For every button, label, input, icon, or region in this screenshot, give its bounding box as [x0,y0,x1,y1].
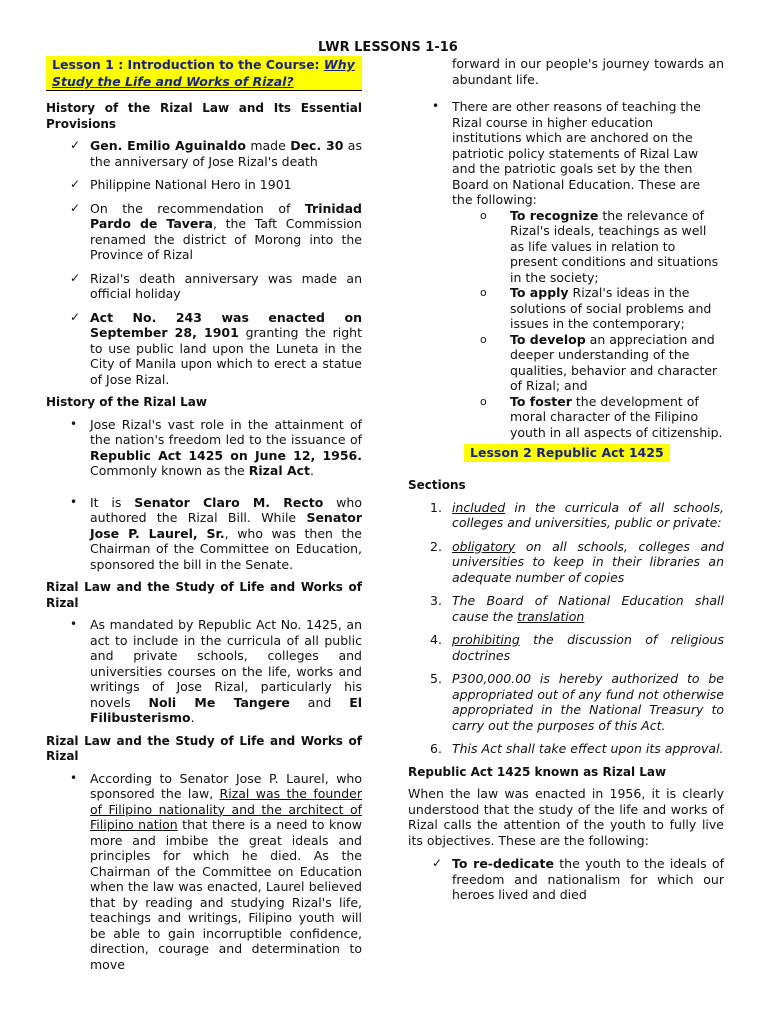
section-heading-history-provisions: History of the Rizal Law and Its Essential Provisions [46,101,362,131]
check-icon: ✓ [70,270,81,285]
bullet-icon: • [70,494,78,509]
sub-bullet-icon: o [480,208,487,222]
bullet-icon: • [70,770,78,785]
numbered-item: 3. The Board of National Education shall cause the translation [430,593,724,624]
sub-item: o To develop an appreciation and deeper understanding of the qualities, behavior and character of Rizal; and [480,331,718,393]
numbered-item: 4. prohibiting the discussion of religious doctrines [430,632,724,663]
numbered-item: 6. This Act shall take effect upon its approval. [430,741,724,756]
check-icon: ✓ [70,200,81,215]
section-heading-rizal-law-study: Rizal Law and the Study of Life and Works of Rizal [46,580,362,610]
check-item: ✓ On the recommendation of Trinidad Pardo de Tavera, the Taft Commission renamed the district of Morong into the Province of Rizal [70,200,362,262]
bullet-icon: • [70,416,78,431]
bullet-icon: • [70,617,78,631]
left-column [46,56,362,980]
check-icon: ✓ [70,177,81,191]
bullet-item: • There are other reasons of teaching the Rizal course in higher education institutions which are anchored on the patriotic policy statements of Rizal Law and the patriotic goals set by the then Board on National Education. These are the following: [432,99,701,207]
sub-bullet-icon: o [480,332,487,346]
lesson-1-heading [46,56,362,91]
rizal-law-heading: Republic Act 1425 known as Rizal Law [408,764,667,779]
numbered-item: 1. included in the curricula of all schools, colleges and universities, public or private: [430,499,724,530]
bullet-item: • It is Senator Claro M. Recto who authored the Rizal Bill. While Senator Jose P. Laurel, Sr., who was then the Chairman of the Committee on Education, sponsored the bill in the Senate. [70,494,362,572]
check-item: ✓ Gen. Emilio Aguinaldo made Dec. 30 as the anniversary of Jose Rizal's death [70,138,362,169]
rizal-law-paragraph: When the law was enacted in 1956, it is clearly understood that the study of the life and works of Rizal calls the attention of the youth to fully live its objectives. These are the following: [408,786,724,848]
sub-item: o To foster the development of moral character of the Filipino youth in all aspects of citizenship. [480,393,723,440]
bullet-item: • According to Senator Jose P. Laurel, who sponsored the law, Rizal was the founder of Filipino nationality and the architect of Filipino nation that there is a need to know more and imbibe the great ideals and principles for which he died. As the Chairman of the Committee on Education when the law was enacted, Laurel believed that by reading and studying Rizal's life, teachings and writings, Filipino youth will be able to gain incorruptible confidence, direction, courage and determination to move [70,770,362,972]
sub-bullet-icon: o [480,286,487,299]
check-icon: ✓ [70,309,81,324]
continued-paragraph: forward in our people's journey towards an abundant life. [452,56,724,87]
lesson-1-prefix: Lesson 1 : Introduction to the Course: [52,57,324,72]
bullet-icon: • [432,99,440,113]
check-icon: ✓ [432,856,443,870]
section-heading-rizal-law-study-2: Rizal Law and the Study of Life and Works of Rizal [46,733,362,763]
bullet-item: • Jose Rizal's vast role in the attainment of the nation's freedom led to the issuance of Republic Act 1425 on June 12, 1956. Commonly known as the Rizal Act. [70,416,362,478]
right-column [408,56,724,911]
sub-bullet-icon: o [480,394,487,408]
check-item: ✓ Philippine National Hero in 1901 [70,177,292,192]
numbered-item: 2. obligatory on all schools, colleges and universities to keep in their libraries an adequate number of copies [430,538,724,585]
lesson-2-heading: Lesson 2 Republic Act 1425 [464,444,670,462]
sections-heading: Sections [408,478,466,492]
bullet-item: • As mandated by Republic Act No. 1425, an act to include in the curricula of all public and private schools, colleges and universities courses on the life, works and writings of Jose Rizal, particularly his novels Noli Me Tangere and El Filibusterismo. [70,617,363,725]
numbered-item: 5. P300,000.00 is hereby authorized to be appropriated out of any fund not otherwise appropriated in the National Treasury to carry out the purposes of this Act. [430,671,724,733]
lesson-1-question: Why Study the Life and Works of Rizal? [52,57,355,89]
sub-item: o To apply Rizal's ideas in the solutions of social problems and issues in the contemporary; [480,285,712,331]
check-item: ✓ Act No. 243 was enacted on September 28, 1901 granting the right to use public land upon the Luneta in the City of Manila upon which to erect a statue of Jose Rizal. [70,309,362,387]
section-heading-history-rizal-law: History of the Rizal Law [46,395,207,409]
document-title: LWR LESSONS 1-16 [318,40,458,55]
check-icon: ✓ [70,138,81,152]
sub-item: o To recognize the relevance of Rizal's ideals, teachings as well as life values in relation to present conditions and situations in the society; [480,207,719,285]
check-item: ✓ Rizal's death anniversary was made an official holiday [70,270,362,301]
check-item: ✓ To re-dedicate the youth to the ideals of freedom and nationalism for which our heroes lived and died [432,856,724,902]
